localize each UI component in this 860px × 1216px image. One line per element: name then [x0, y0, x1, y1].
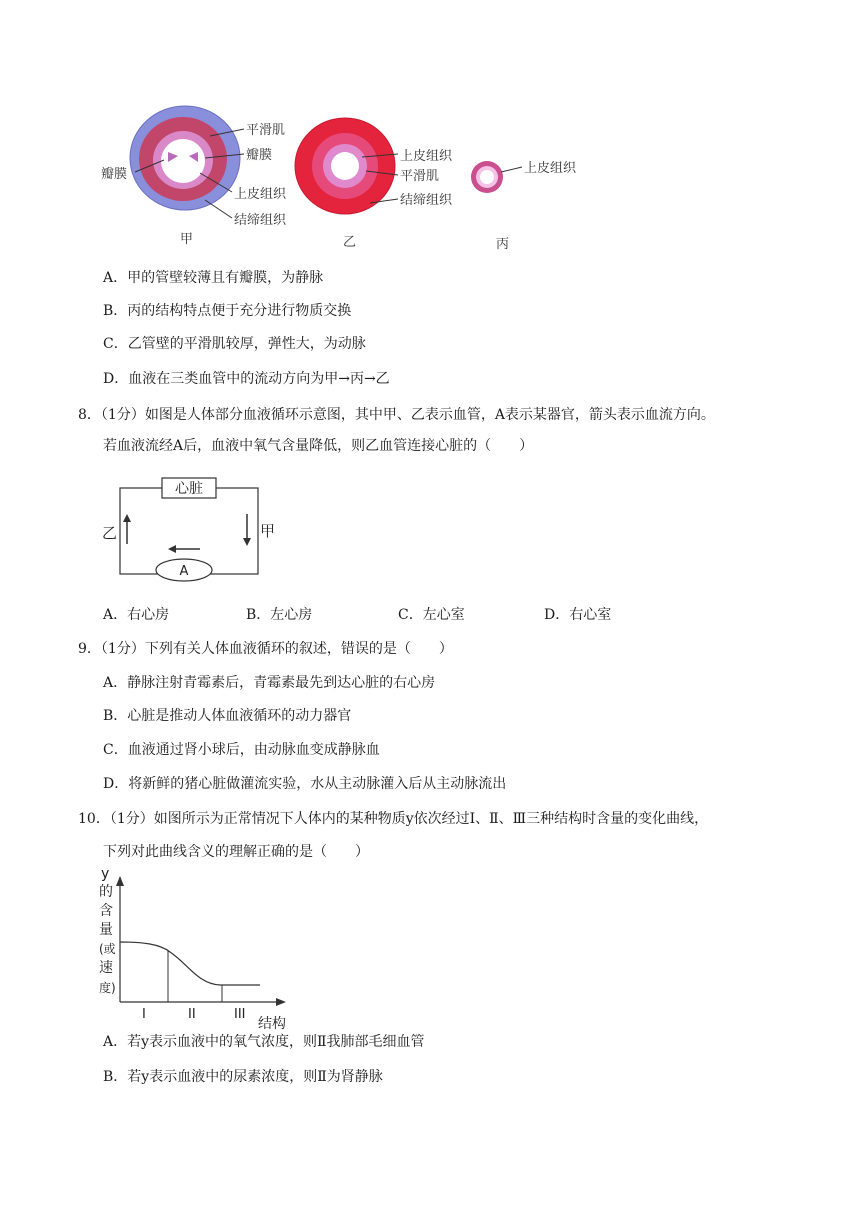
label-connective: 结缔组织	[234, 213, 287, 228]
y-label-5: 速	[99, 960, 113, 976]
x-axis-label: 结构	[258, 1016, 286, 1030]
vessel-yi	[295, 118, 395, 214]
label-epithelium-bing: 上皮组织	[524, 161, 577, 176]
q8-option-a: A．右心房	[103, 607, 170, 623]
vessel-yi-label: 乙	[102, 524, 118, 542]
y-label-1: 的	[99, 884, 113, 900]
y-label-6: 度)	[99, 981, 116, 995]
organ-a-label: A	[179, 564, 189, 579]
q8-option-b: B．左心房	[246, 607, 313, 623]
y-label-2: 含	[99, 903, 113, 919]
label-epithelium: 上皮组织	[234, 187, 287, 202]
content-curve-graph	[98, 862, 298, 1030]
segment-1: I	[142, 1007, 146, 1022]
q7-option-a: A．甲的管壁较薄且有瓣膜，为静脉	[103, 270, 324, 286]
q9-option-a: A．静脉注射青霉素后，青霉素最先到达心脏的右心房	[103, 675, 436, 691]
label-valve-left: 瓣膜	[101, 167, 128, 182]
q9-option-b: B．心脏是推动人体血液循环的动力器官	[103, 708, 352, 724]
q10-stem-line2: 下列对此曲线含义的理解正确的是（ ）	[103, 844, 369, 860]
q8-stem-line2: 若血液流经A后，血液中氧气含量降低，则乙血管连接心脏的（ ）	[103, 438, 534, 454]
q9-stem: 9．（1分）下列有关人体血液循环的叙述，错误的是（ ）	[78, 641, 453, 657]
arrow-down	[243, 538, 251, 546]
vessel-jia-label: 甲	[260, 522, 276, 540]
circulation-diagram	[100, 474, 280, 589]
label-connective-yi: 结缔组织	[400, 193, 453, 208]
arrow-left	[168, 545, 176, 553]
q7-option-d: D．血液在三类血管中的流动方向为甲→丙→乙	[103, 371, 390, 387]
q10-stem-line1: 10．（1分）如图所示为正常情况下人体内的某种物质y依次经过Ⅰ、Ⅱ、Ⅲ三种结构时含量的变化曲线，	[78, 811, 709, 827]
label-smooth-muscle: 平滑肌	[246, 123, 286, 138]
vessel-figure	[90, 100, 610, 260]
q9-option-c: C．血液通过肾小球后，由动脉血变成静脉血	[103, 742, 380, 758]
vessel-jia	[130, 106, 240, 210]
arrow-up	[123, 514, 131, 522]
q8-stem-line1: 8．（1分）如图是人体部分血液循环示意图，其中甲、乙表示血管，A表示某器官，箭头表示血流方向。	[78, 407, 715, 423]
segment-3: III	[234, 1007, 246, 1022]
y-label-4: (或	[99, 942, 116, 956]
q7-option-c: C．乙管壁的平滑肌较厚，弹性大，为动脉	[103, 336, 366, 352]
caption-bing: 丙	[496, 237, 510, 252]
segment-2: II	[188, 1007, 196, 1022]
caption-jia: 甲	[180, 232, 194, 247]
q10-option-b: B．若y表示血液中的尿素浓度，则Ⅱ为肾静脉	[103, 1069, 383, 1085]
label-epithelium-yi: 上皮组织	[400, 149, 453, 164]
y-label-3: 量	[99, 922, 113, 938]
vessel-bing	[471, 161, 503, 193]
content-curve	[120, 942, 260, 985]
label-valve: 瓣膜	[246, 148, 273, 163]
y-label-0: y	[101, 866, 110, 882]
q9-option-d: D．将新鲜的猪心脏做灌流实验，水从主动脉灌入后从主动脉流出	[103, 776, 507, 792]
q8-option-c: C．左心室	[398, 607, 465, 623]
label-smooth-muscle-yi: 平滑肌	[400, 169, 440, 184]
heart-label: 心脏	[175, 481, 203, 497]
q8-option-d: D．右心室	[544, 607, 612, 623]
q10-option-a: A．若y表示血液中的氧气浓度，则Ⅱ我肺部毛细血管	[103, 1034, 425, 1050]
caption-yi: 乙	[343, 235, 357, 250]
q7-option-b: B．丙的结构特点便于充分进行物质交换	[103, 303, 352, 319]
